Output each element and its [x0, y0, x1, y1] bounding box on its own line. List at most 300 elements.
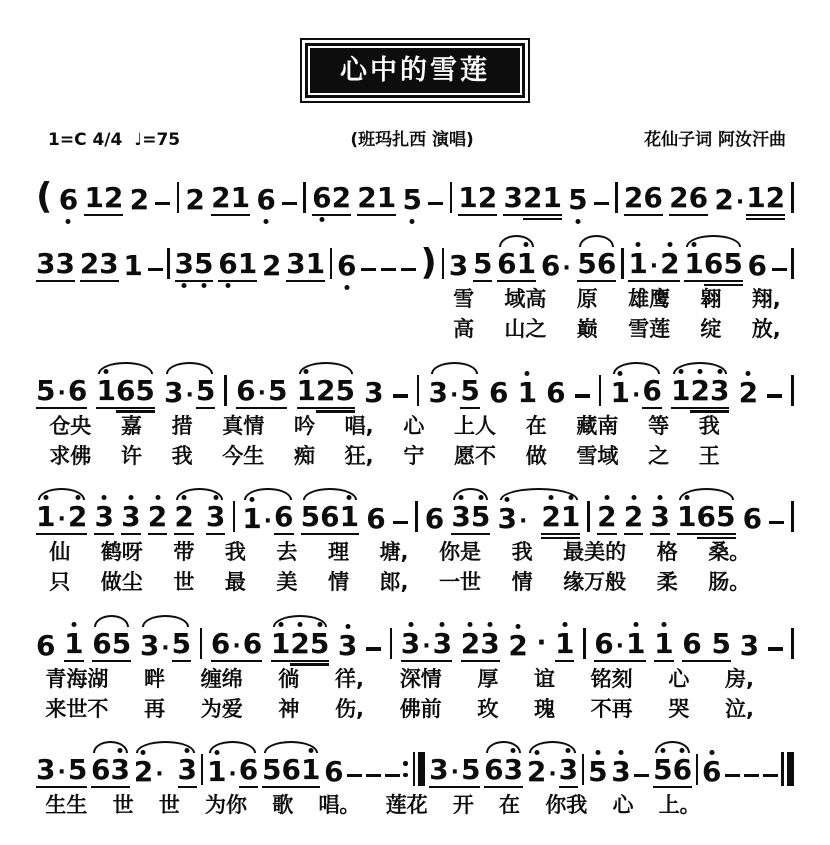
lyric-segment: 缘万般 — [563, 570, 627, 595]
note — [460, 626, 500, 662]
note-digit: · — [449, 382, 459, 408]
note-digit: 3 — [480, 626, 500, 660]
lyric-segment: 最 — [224, 570, 246, 595]
lyric-segment: 青海湖 — [45, 666, 109, 691]
note-digit: 6 — [281, 753, 301, 786]
lyric-segment: 做 — [525, 443, 547, 468]
held-note-dash — [594, 202, 609, 206]
composer-lyricist-credit: 花仙子词 阿汝汗曲 — [644, 130, 786, 150]
note — [653, 753, 693, 788]
note-digit: 2 — [174, 500, 194, 533]
note-group — [139, 626, 192, 662]
note-digit: 1 — [206, 755, 227, 788]
note-digit: 1 — [684, 247, 704, 280]
lyric-segment: 情 — [327, 570, 349, 595]
note-group — [123, 249, 143, 282]
note-digit: 1 — [96, 373, 116, 407]
note-group — [508, 628, 528, 662]
note-digit: 1 — [270, 626, 291, 660]
lyric-segment: 不再 — [590, 696, 633, 721]
lyric-segment: 心 — [612, 793, 634, 817]
note-digit: 6 — [91, 753, 111, 786]
lyric-segment: 一世 — [439, 570, 482, 595]
lyric-segment: 嘉 — [120, 413, 142, 438]
note — [460, 373, 480, 409]
note — [424, 502, 445, 535]
note-digit: 6 — [747, 249, 768, 282]
lyric-segment: 情 — [511, 570, 533, 595]
barline-icon — [583, 628, 586, 659]
note-digit: 1 — [376, 181, 397, 214]
note-digit: 2 — [738, 375, 759, 409]
note-group — [597, 500, 617, 535]
note-group — [286, 247, 326, 282]
music-line-4 — [34, 481, 796, 535]
note-group — [147, 500, 168, 535]
note-group — [588, 755, 608, 788]
note-digit: 6 — [484, 753, 504, 786]
note — [366, 502, 386, 535]
note-digit: · — [562, 256, 571, 281]
system-3 — [34, 355, 796, 470]
note-group — [517, 375, 538, 409]
tempo-mark: ♩=75 — [134, 130, 181, 150]
note-digit: 5 — [309, 626, 330, 660]
lyric-segment: 唱, — [344, 413, 374, 438]
note — [488, 375, 509, 409]
note-digit: 3 — [337, 628, 358, 662]
note — [746, 181, 786, 216]
lyric-segment: 我 — [698, 413, 720, 438]
note-group — [554, 626, 575, 662]
barline-icon — [177, 182, 180, 213]
note — [238, 753, 259, 788]
note-group — [472, 247, 493, 282]
note — [290, 626, 330, 662]
note — [594, 626, 646, 662]
note-group — [337, 628, 358, 662]
note — [503, 181, 523, 216]
note — [96, 373, 116, 409]
barline-icon — [167, 248, 170, 279]
barline-icon — [615, 182, 618, 213]
lyric-segment: 在 — [525, 413, 547, 438]
note-digit: 6 — [596, 247, 617, 280]
note-group — [623, 500, 644, 535]
title-box-wrap — [0, 38, 830, 103]
note-group — [400, 626, 453, 662]
lyric-segment: 世 — [173, 570, 195, 595]
note-digit: 1 — [242, 502, 262, 535]
note-digit: 3 — [611, 755, 631, 788]
note-group — [739, 628, 760, 662]
note-digit: 2 — [357, 181, 377, 214]
note — [261, 249, 282, 282]
note-digit: 1 — [84, 181, 104, 214]
note-digit: 3 — [286, 247, 306, 280]
note-digit: 3 — [650, 500, 670, 533]
held-note-dash — [366, 774, 381, 778]
note-digit: 2 — [765, 181, 786, 214]
note-digit: 2 — [185, 183, 205, 216]
note-digit: 5 — [300, 500, 321, 533]
note — [517, 375, 538, 409]
note — [597, 500, 617, 535]
note-digit: 6 — [242, 626, 263, 660]
note-digit: 3 — [121, 500, 141, 533]
lyric-segment: 今生 — [222, 443, 265, 468]
note — [714, 183, 746, 216]
note-digit: 5 — [194, 247, 214, 280]
note-digit: 2 — [147, 500, 168, 533]
note-digit: 6 — [324, 755, 344, 788]
note — [654, 626, 674, 662]
note-digit: 2 — [714, 183, 734, 216]
lyric-segment: 翱 — [700, 287, 722, 311]
barline-icon — [599, 375, 602, 406]
note-digit: 5 — [723, 247, 743, 280]
note-digit: 6 — [702, 755, 722, 788]
note-group — [650, 500, 670, 535]
note-digit: 3 — [205, 500, 226, 533]
note-digit: 6 — [36, 628, 56, 662]
note — [690, 373, 730, 409]
lyric-segment: 你我 — [545, 793, 588, 817]
note-digit: 3 — [428, 375, 448, 409]
note — [402, 183, 422, 216]
note-digit: 1 — [305, 247, 326, 280]
note-group — [653, 753, 693, 788]
lyric-segment: 雪 — [453, 287, 475, 311]
barline-icon — [390, 628, 393, 659]
note — [177, 753, 198, 788]
note — [174, 247, 214, 282]
note — [115, 373, 155, 409]
note-digit: · — [649, 254, 659, 279]
note-group — [337, 249, 357, 282]
barline-icon — [442, 248, 445, 279]
lyric-segment: 房, — [724, 666, 754, 691]
note-group — [484, 753, 524, 788]
note-digit: 6 — [642, 373, 662, 407]
note-digit: 6 — [546, 375, 566, 409]
lyric-segment: 原 — [576, 287, 598, 311]
note-group — [451, 500, 491, 535]
lyric-segment: 肠。 — [708, 570, 751, 595]
barline-icon — [791, 628, 794, 659]
note — [522, 181, 562, 216]
lyric-segment: 真情 — [222, 413, 265, 438]
note-digit: · — [57, 760, 66, 785]
note-digit: 6 — [488, 375, 509, 409]
note-digit: 3 — [503, 181, 523, 214]
note — [628, 247, 680, 282]
note-group — [738, 375, 759, 409]
note — [185, 183, 205, 216]
song-title: 心中的雪莲 — [340, 55, 490, 86]
barline-icon — [791, 248, 794, 279]
lyric-segment: 仓央 — [49, 413, 92, 438]
note-digit: 3 — [448, 249, 469, 282]
note-group — [261, 753, 321, 788]
lyric-row-3-2 — [49, 443, 720, 469]
note — [36, 500, 88, 535]
held-note-dash — [769, 521, 784, 525]
note — [546, 375, 566, 409]
note-group — [129, 183, 150, 216]
note-digit: 3 — [164, 375, 184, 409]
lyric-row-4-2 — [49, 569, 750, 595]
lyric-segment: 铭刻 — [590, 666, 633, 691]
note-group — [174, 500, 226, 535]
note-digit: 1 — [670, 373, 691, 407]
note — [242, 502, 274, 535]
lyric-segment: 畔 — [144, 666, 166, 691]
note-digit: · — [185, 382, 194, 408]
barline-icon — [582, 754, 585, 785]
note — [296, 373, 317, 409]
lyric-segment: 格 — [656, 540, 678, 564]
note — [541, 500, 581, 535]
lyric-row-2-2 — [453, 316, 781, 342]
lyric-segment: 心 — [403, 413, 425, 438]
lyric-segment: 徜 — [278, 666, 300, 691]
note — [195, 373, 216, 409]
note-digit: 5 — [67, 753, 88, 786]
barline-icon — [791, 501, 794, 532]
lyric-segment: 等 — [648, 413, 670, 438]
note-digit: 2 — [79, 247, 100, 280]
note-digit: 1 — [300, 753, 321, 786]
lyric-segment: 哭 — [668, 696, 690, 721]
system-6 — [34, 734, 796, 818]
held-note-dash — [381, 268, 396, 272]
note-group — [458, 181, 498, 216]
note-digit: 5 — [472, 247, 493, 280]
note — [270, 626, 291, 662]
note-group — [540, 249, 573, 282]
lyric-segment: 谊 — [534, 666, 555, 691]
note-digit: 2 — [669, 181, 689, 214]
key-time-signature: 1=C 4/4 — [48, 130, 123, 150]
note-group — [654, 626, 674, 662]
note-digit: 2 — [331, 181, 352, 214]
note-digit: · — [518, 509, 528, 534]
note-digit: 6 — [312, 181, 332, 214]
note-digit: 5 — [267, 373, 288, 407]
note — [324, 755, 344, 788]
thin-bar — [781, 752, 784, 786]
meta-row — [0, 125, 830, 150]
note — [36, 753, 88, 788]
system-4 — [34, 481, 796, 596]
barline-icon — [415, 501, 418, 532]
held-note-dash — [282, 202, 297, 206]
note-group — [185, 183, 205, 216]
note — [642, 373, 662, 409]
note-digit: 2 — [522, 181, 543, 214]
note-digit: · — [161, 635, 170, 661]
note-group — [133, 753, 198, 788]
lyric-segment: 宁 — [403, 443, 425, 468]
note-digit: 5 — [470, 500, 491, 533]
note-group — [488, 375, 509, 409]
note — [171, 626, 192, 662]
note-digit: 3 — [174, 247, 194, 280]
note-group — [429, 753, 481, 788]
note-digit: 1 — [746, 181, 766, 214]
parenthesis: ( — [36, 176, 53, 217]
note-group — [206, 753, 259, 788]
note — [611, 755, 631, 788]
lyric-segment: 之 — [648, 443, 670, 468]
note-group — [702, 755, 722, 788]
note — [312, 181, 352, 216]
held-note-dash — [393, 521, 408, 525]
note — [540, 249, 573, 282]
note-digit: 2 — [508, 628, 528, 662]
barline-icon — [201, 754, 204, 785]
note — [316, 373, 356, 409]
note — [458, 181, 498, 216]
note-group — [611, 755, 631, 788]
note-digit: 6 — [337, 249, 357, 282]
key-and-tempo — [48, 130, 180, 150]
note-digit: 6 — [688, 181, 709, 214]
note — [139, 628, 172, 662]
note — [236, 373, 288, 409]
note-digit: 1 — [230, 181, 251, 214]
note-digit: 6 — [643, 181, 663, 214]
lyric-segment: 我 — [224, 540, 246, 564]
note-group — [84, 181, 124, 216]
note-group — [242, 500, 294, 535]
note-group — [669, 181, 709, 216]
note-digit: 5 — [460, 753, 481, 786]
note-digit: 1 — [517, 375, 538, 409]
note-digit: · — [632, 382, 641, 408]
note-digit: 6 — [540, 249, 561, 282]
lyric-segment: 求佛 — [49, 443, 92, 468]
lyric-segment: 歌 — [272, 793, 294, 817]
lyric-segment: 厚 — [477, 666, 499, 691]
system-1 — [34, 162, 796, 216]
barline-icon — [791, 375, 794, 406]
note-digit: 3 — [94, 500, 114, 533]
note — [337, 249, 357, 282]
score — [0, 162, 830, 818]
note — [448, 249, 469, 282]
barline-icon — [200, 628, 203, 659]
note-digit: 6 — [218, 247, 238, 280]
note-group — [211, 181, 251, 216]
lyric-segment: 鹤呀 — [100, 540, 143, 564]
lyric-segment: 徉, — [335, 666, 365, 691]
lyric-segment: 开 — [452, 793, 474, 817]
note-group — [91, 753, 130, 788]
music-line-1 — [34, 162, 796, 216]
lyric-segment: 放, — [751, 317, 781, 342]
note — [274, 500, 294, 535]
note-group — [670, 373, 730, 409]
note — [92, 626, 132, 662]
note-digit: 2 — [477, 181, 498, 214]
note — [739, 628, 760, 662]
lyric-segment: 再 — [144, 696, 166, 721]
note — [84, 181, 124, 216]
lyric-segment: 你是 — [439, 540, 482, 564]
lyric-segment: 美 — [276, 570, 298, 595]
note — [577, 247, 617, 282]
note-digit: 6 — [366, 502, 386, 535]
note-group — [324, 755, 344, 788]
note-digit: 1 — [677, 500, 697, 533]
note-digit: 5 — [577, 247, 597, 280]
note-digit: · — [228, 762, 237, 787]
note — [129, 183, 150, 216]
note-group — [402, 183, 422, 216]
held-note-dash — [428, 202, 443, 206]
lyric-row-3-1 — [49, 413, 720, 439]
note-digit: 3 — [36, 753, 56, 786]
note-digit: 3 — [110, 753, 130, 786]
note — [429, 753, 481, 788]
lyric-segment: 域高 — [504, 287, 547, 311]
music-line-5 — [34, 608, 796, 662]
note-digit: 6 — [742, 502, 763, 535]
note-group — [36, 753, 88, 788]
lyric-row-4-1 — [49, 539, 750, 565]
note-digit: 5 — [568, 183, 588, 216]
note-digit: 3 — [99, 247, 119, 280]
note — [738, 375, 759, 409]
note-digit: 6 — [92, 626, 112, 660]
note-group — [714, 181, 786, 216]
note — [472, 247, 493, 282]
note — [610, 375, 643, 409]
held-note-dash — [401, 268, 416, 272]
note-digit: 3 — [429, 753, 449, 786]
note — [218, 247, 258, 282]
lyric-row-5-2 — [45, 696, 754, 722]
lyric-row-5-1 — [45, 666, 754, 692]
barline-icon — [417, 375, 420, 406]
note-group — [261, 249, 282, 282]
lyric-segment: 郎, — [379, 570, 409, 595]
held-note-dash — [767, 394, 782, 398]
note-group — [628, 247, 680, 282]
note-digit: 1 — [628, 247, 648, 280]
note-digit: · — [422, 633, 431, 659]
note-group — [79, 247, 119, 282]
note — [286, 247, 326, 282]
note — [121, 500, 141, 535]
note — [742, 502, 763, 535]
note-digit: 1 — [610, 375, 631, 409]
note-digit: 3 — [177, 753, 198, 786]
note — [588, 755, 608, 788]
lyric-segment: 绽 — [700, 317, 722, 342]
lyric-segment: 柔 — [656, 570, 678, 595]
note-digit: 2 — [211, 181, 231, 214]
note-group — [366, 502, 386, 535]
note-digit: · — [232, 633, 241, 659]
lyric-segment: 高 — [453, 317, 475, 342]
note-digit: 1 — [554, 626, 575, 660]
note-digit: · — [257, 380, 266, 406]
lyric-segment: 上。 — [658, 793, 701, 817]
note-group — [364, 375, 384, 409]
